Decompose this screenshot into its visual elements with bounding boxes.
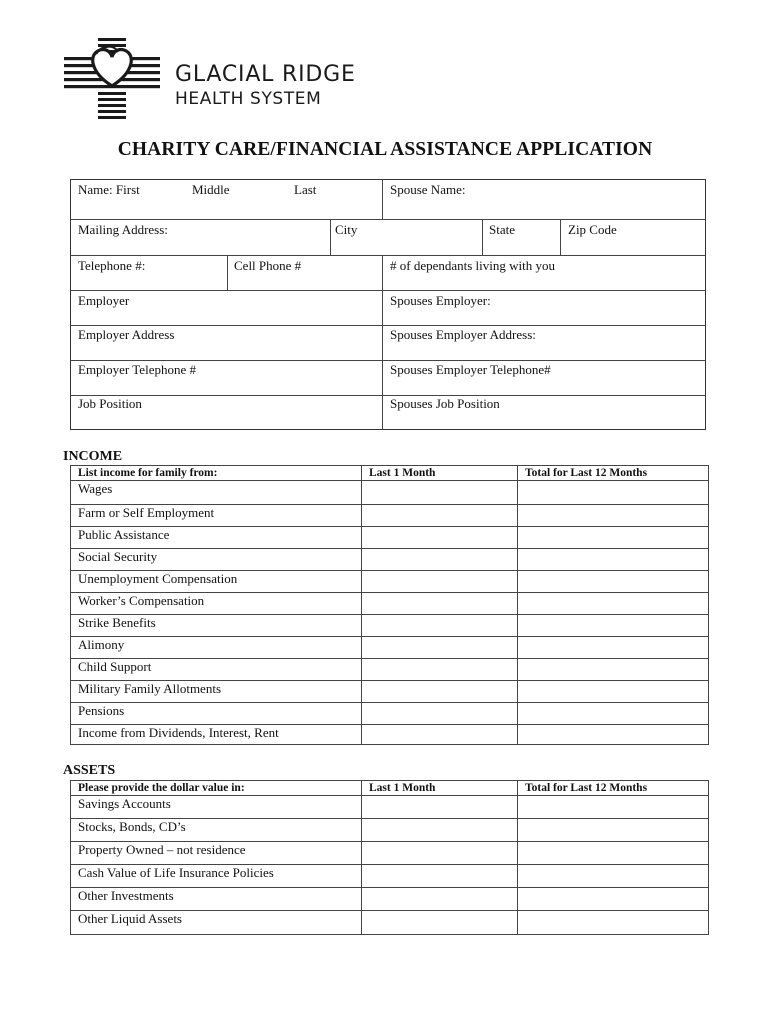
assets-12-month-input[interactable] <box>518 911 709 935</box>
income-col-last-month: Last 1 Month <box>362 466 518 481</box>
assets-table <box>70 780 709 935</box>
income-row-label: Child Support <box>71 659 362 681</box>
income-col-source: List income for family from: <box>71 466 362 481</box>
income-12-month-input[interactable] <box>518 549 709 571</box>
spouses-employer-address-field[interactable]: Spouses Employer Address: <box>390 327 536 342</box>
table-row <box>71 593 709 615</box>
cross-heart-icon <box>62 36 162 122</box>
income-row-label: Income from Dividends, Interest, Rent <box>71 725 362 745</box>
income-last-month-input[interactable] <box>362 481 518 505</box>
applicant-info-section <box>70 179 706 430</box>
employer-field[interactable]: Employer <box>78 293 130 308</box>
spouses-employer-telephone-field[interactable]: Spouses Employer Telephone# <box>390 362 551 377</box>
income-row-label: Pensions <box>71 703 362 725</box>
assets-12-month-input[interactable] <box>518 796 709 819</box>
table-row <box>71 796 709 819</box>
table-row <box>71 481 709 505</box>
income-last-month-input[interactable] <box>362 681 518 703</box>
income-row-label: Wages <box>71 481 362 505</box>
mailing-address-field[interactable]: Mailing Address: <box>78 222 168 237</box>
assets-row-label: Property Owned – not residence <box>71 842 362 865</box>
glacial-ridge-logo <box>62 36 382 122</box>
assets-12-month-input[interactable] <box>518 819 709 842</box>
logo-name-line1: GLACIAL RIDGE <box>175 62 356 87</box>
income-12-month-input[interactable] <box>518 637 709 659</box>
income-row-label: Social Security <box>71 549 362 571</box>
table-row <box>71 888 709 911</box>
income-12-month-input[interactable] <box>518 703 709 725</box>
income-row-label: Public Assistance <box>71 527 362 549</box>
table-row <box>71 681 709 703</box>
spouse-name-field[interactable]: Spouse Name: <box>390 182 466 197</box>
name-first-field[interactable]: Name: First <box>78 182 140 197</box>
assets-col-type: Please provide the dollar value in: <box>71 781 362 796</box>
table-row <box>71 549 709 571</box>
income-row-label: Military Family Allotments <box>71 681 362 703</box>
assets-last-month-input[interactable] <box>362 865 518 888</box>
income-12-month-input[interactable] <box>518 527 709 549</box>
table-row <box>71 505 709 527</box>
income-col-last-12-months: Total for Last 12 Months <box>518 466 709 481</box>
income-row-label: Alimony <box>71 637 362 659</box>
assets-col-last-month: Last 1 Month <box>362 781 518 796</box>
table-row <box>71 819 709 842</box>
income-last-month-input[interactable] <box>362 593 518 615</box>
document-title: CHARITY CARE/FINANCIAL ASSISTANCE APPLICATION <box>117 139 653 160</box>
assets-col-last-12-months: Total for Last 12 Months <box>518 781 709 796</box>
assets-row-label: Other Investments <box>71 888 362 911</box>
income-12-month-input[interactable] <box>518 659 709 681</box>
income-12-month-input[interactable] <box>518 571 709 593</box>
income-table <box>70 465 709 745</box>
assets-12-month-input[interactable] <box>518 842 709 865</box>
income-last-month-input[interactable] <box>362 549 518 571</box>
assets-last-month-input[interactable] <box>362 888 518 911</box>
income-last-month-input[interactable] <box>362 615 518 637</box>
income-last-month-input[interactable] <box>362 659 518 681</box>
income-12-month-input[interactable] <box>518 681 709 703</box>
job-position-field[interactable]: Job Position <box>78 396 142 411</box>
assets-last-month-input[interactable] <box>362 819 518 842</box>
income-12-month-input[interactable] <box>518 593 709 615</box>
dependants-field[interactable]: # of dependants living with you <box>390 258 556 273</box>
income-last-month-input[interactable] <box>362 725 518 745</box>
income-12-month-input[interactable] <box>518 505 709 527</box>
income-row-label: Worker’s Compensation <box>71 593 362 615</box>
telephone-field[interactable]: Telephone #: <box>78 258 146 273</box>
assets-last-month-input[interactable] <box>362 911 518 935</box>
assets-last-month-input[interactable] <box>362 796 518 819</box>
zip-code-field[interactable]: Zip Code <box>568 222 617 237</box>
income-12-month-input[interactable] <box>518 481 709 505</box>
income-last-month-input[interactable] <box>362 637 518 659</box>
table-row <box>71 659 709 681</box>
table-row <box>71 842 709 865</box>
income-last-month-input[interactable] <box>362 571 518 593</box>
name-last-field[interactable]: Last <box>294 182 317 197</box>
income-row-label: Unemployment Compensation <box>71 571 362 593</box>
spouses-job-position-field[interactable]: Spouses Job Position <box>390 396 500 411</box>
assets-heading: ASSETS <box>63 763 116 778</box>
assets-last-month-input[interactable] <box>362 842 518 865</box>
table-row <box>71 527 709 549</box>
table-row <box>71 571 709 593</box>
employer-address-field[interactable]: Employer Address <box>78 327 175 342</box>
income-row-label: Farm or Self Employment <box>71 505 362 527</box>
income-row-label: Strike Benefits <box>71 615 362 637</box>
cell-phone-field[interactable]: Cell Phone # <box>234 258 302 273</box>
state-field[interactable]: State <box>489 222 515 237</box>
income-last-month-input[interactable] <box>362 527 518 549</box>
table-row <box>71 703 709 725</box>
assets-table-header <box>71 781 709 796</box>
table-row <box>71 725 709 745</box>
income-12-month-input[interactable] <box>518 725 709 745</box>
income-heading: INCOME <box>63 449 123 464</box>
assets-12-month-input[interactable] <box>518 865 709 888</box>
table-row <box>71 637 709 659</box>
income-12-month-input[interactable] <box>518 615 709 637</box>
income-table-header <box>71 466 709 481</box>
table-row <box>71 865 709 888</box>
assets-row-label: Stocks, Bonds, CD’s <box>71 819 362 842</box>
employer-telephone-field[interactable]: Employer Telephone # <box>78 362 196 377</box>
income-last-month-input[interactable] <box>362 505 518 527</box>
table-row <box>71 911 709 935</box>
spouses-employer-field[interactable]: Spouses Employer: <box>390 293 491 308</box>
city-field[interactable]: City <box>335 222 358 237</box>
table-row <box>71 615 709 637</box>
name-middle-field[interactable]: Middle <box>192 182 230 197</box>
assets-row-label: Cash Value of Life Insurance Policies <box>71 865 362 888</box>
logo-name-line2: HEALTH SYSTEM <box>175 89 322 109</box>
assets-row-label: Savings Accounts <box>71 796 362 819</box>
assets-row-label: Other Liquid Assets <box>71 911 362 935</box>
assets-12-month-input[interactable] <box>518 888 709 911</box>
income-last-month-input[interactable] <box>362 703 518 725</box>
